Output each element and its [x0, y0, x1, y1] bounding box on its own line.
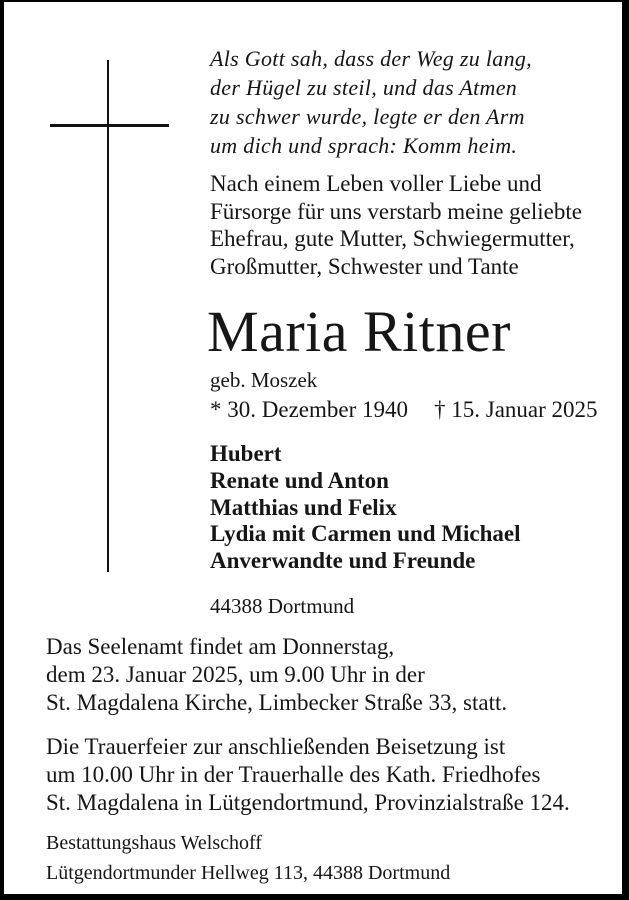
verse-line: der Hügel zu steil, und das Atmen — [210, 75, 518, 100]
intro-line: Fürsorge für uns verstarb meine geliebte — [210, 198, 582, 224]
death-date: † 15. Januar 2025 — [434, 397, 598, 422]
intro-line: Ehefrau, gute Mutter, Schwiegermutter, — [210, 226, 575, 251]
funeral-paragraph — [46, 733, 570, 817]
verse-line: um dich und sprach: Komm heim. — [210, 133, 518, 158]
mourner-line: Hubert — [210, 441, 282, 466]
service-line: Das Seelenamt findet am Donnerstag, — [46, 634, 395, 659]
cross-vertical-stroke — [107, 60, 109, 572]
birth-date: * 30. Dezember 1940 — [210, 397, 408, 422]
funeral-line: um 10.00 Uhr in der Trauerhalle des Kath. Friedhofes — [46, 762, 541, 787]
funeral-home-address: Lütgendortmunder Hellweg 113, 44388 Dortmund — [46, 862, 451, 884]
deceased-name: Maria Ritner — [207, 299, 511, 364]
mourner-line: Lydia mit Carmen und Michael — [210, 521, 521, 547]
funeral-line: St. Magdalena in Lütgendortmund, Provinzialstraße 124. — [46, 790, 570, 815]
service-line: dem 23. Januar 2025, um 9.00 Uhr in der — [46, 662, 425, 687]
service-line: St. Magdalena Kirche, Limbecker Straße 33, statt. — [46, 690, 508, 715]
intro-line: Nach einem Leben voller Liebe und — [210, 171, 542, 196]
service-paragraph — [46, 633, 507, 717]
opening-verse — [210, 44, 532, 160]
city-line: 44388 Dortmund — [210, 594, 355, 618]
mourner-line: Renate und Anton — [210, 467, 389, 493]
verse-line: Als Gott sah, dass der Weg zu lang, — [210, 46, 532, 71]
life-dates — [210, 396, 598, 423]
intro-line: Großmutter, Schwester und Tante — [210, 253, 519, 279]
funeral-home-name: Bestattungshaus Welschoff — [46, 832, 262, 854]
mourner-line: Matthias und Felix — [210, 494, 397, 520]
maiden-name: geb. Moszek — [210, 368, 318, 392]
mourner-line: Anverwandte und Freunde — [210, 548, 476, 574]
funeral-home-info — [46, 828, 450, 888]
verse-line: zu schwer wurde, legte er den Arm — [210, 104, 525, 129]
cross-horizontal-stroke — [50, 124, 169, 127]
mourners-list — [210, 441, 521, 575]
intro-paragraph — [210, 170, 582, 280]
funeral-line: Die Trauerfeier zur anschließenden Beisetzung ist — [46, 734, 506, 759]
